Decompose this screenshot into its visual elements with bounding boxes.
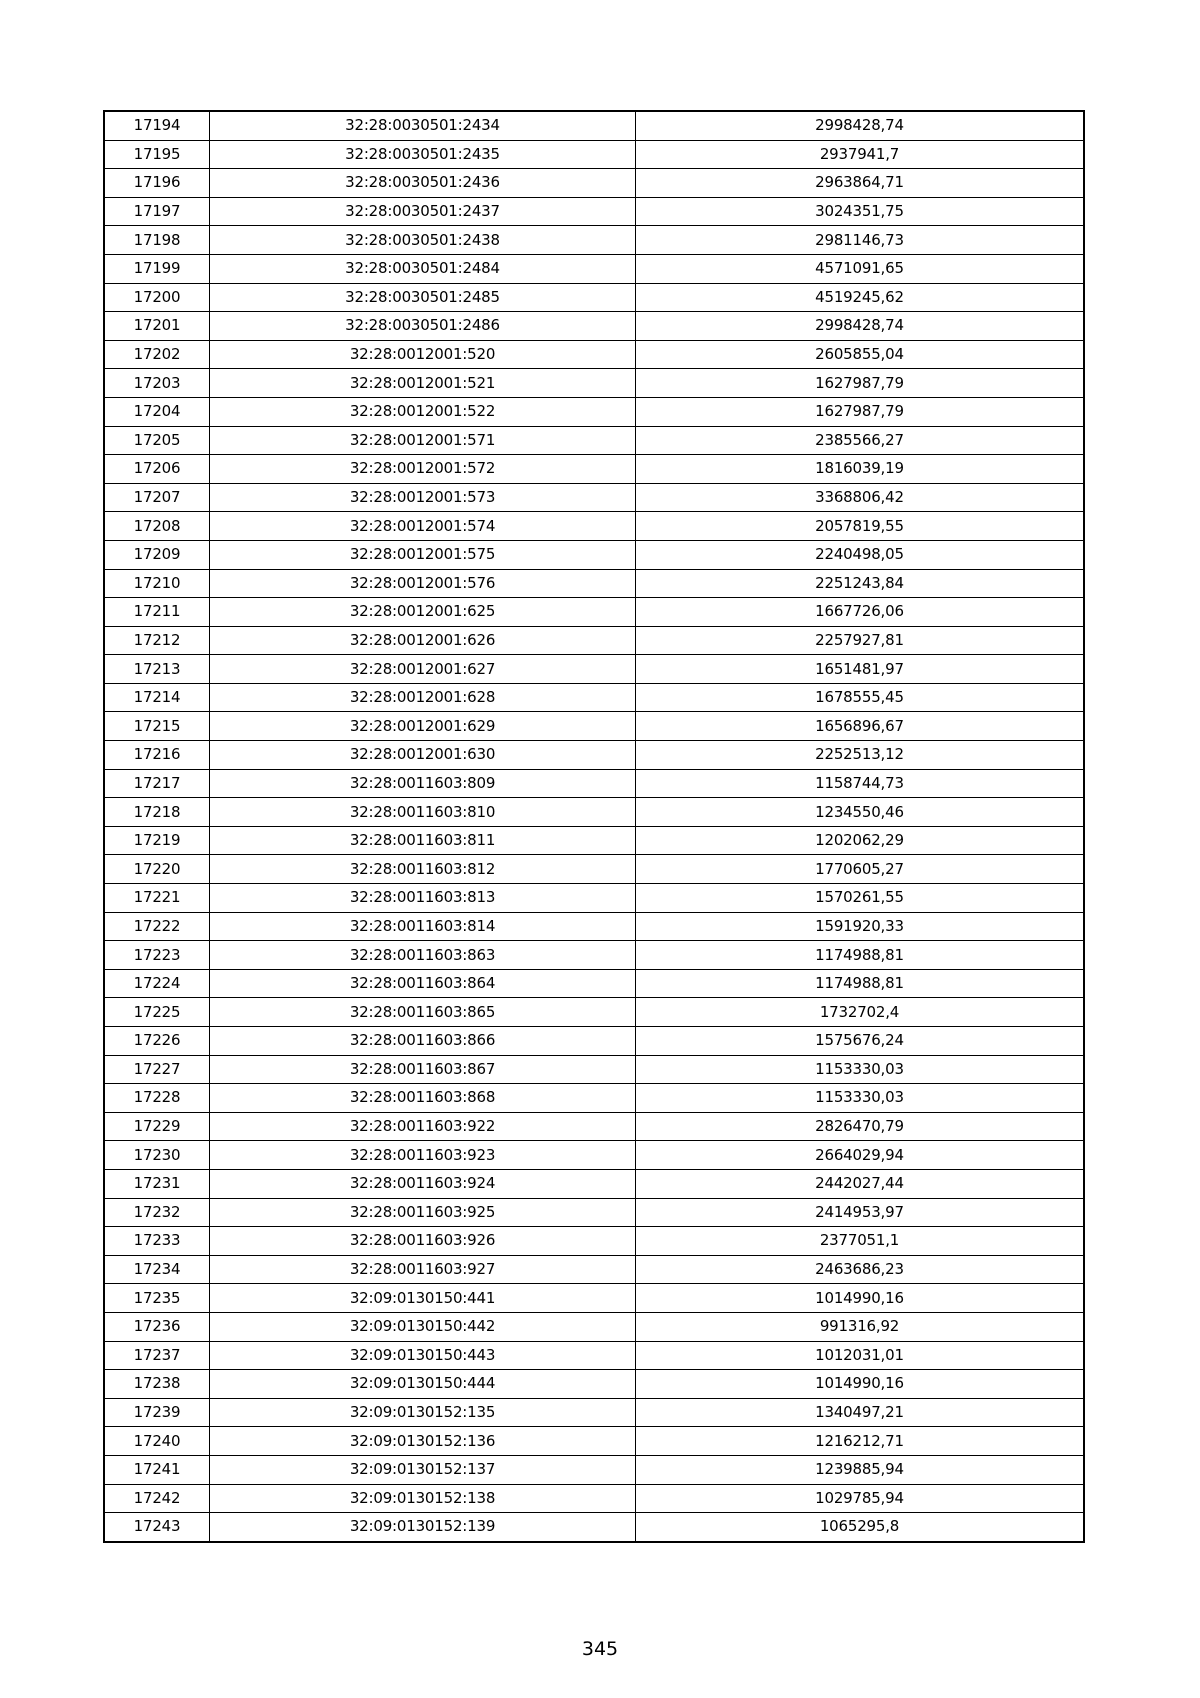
value-cell: 1627987,79 — [636, 397, 1085, 426]
cadastral-number-cell: 32:28:0012001:627 — [210, 655, 636, 684]
cadastral-number-cell: 32:09:0130150:443 — [210, 1341, 636, 1370]
row-number-cell: 17231 — [104, 1169, 210, 1198]
row-number-cell: 17216 — [104, 741, 210, 770]
cadastral-number-cell: 32:28:0011603:812 — [210, 855, 636, 884]
row-number-cell: 17221 — [104, 884, 210, 913]
table-row — [104, 197, 1084, 226]
value-cell: 2252513,12 — [636, 741, 1085, 770]
value-cell: 1732702,4 — [636, 998, 1085, 1027]
cadastral-number-cell: 32:28:0030501:2435 — [210, 140, 636, 169]
row-number-cell: 17199 — [104, 254, 210, 283]
row-number-cell: 17206 — [104, 455, 210, 484]
cadastral-number-cell: 32:09:0130152:135 — [210, 1398, 636, 1427]
row-number-cell: 17241 — [104, 1455, 210, 1484]
table-row — [104, 1027, 1084, 1056]
value-cell: 2937941,7 — [636, 140, 1085, 169]
table-row — [104, 540, 1084, 569]
value-cell: 2463686,23 — [636, 1255, 1085, 1284]
table-row — [104, 1398, 1084, 1427]
value-cell: 2377051,1 — [636, 1227, 1085, 1256]
cadastral-number-cell: 32:28:0012001:573 — [210, 483, 636, 512]
cadastral-number-cell: 32:28:0012001:521 — [210, 369, 636, 398]
cadastral-value-table — [103, 110, 1085, 1543]
value-cell: 2251243,84 — [636, 569, 1085, 598]
value-cell: 1656896,67 — [636, 712, 1085, 741]
table-row — [104, 1370, 1084, 1399]
cadastral-number-cell: 32:28:0012001:628 — [210, 683, 636, 712]
table-body — [104, 111, 1084, 1542]
row-number-cell: 17194 — [104, 111, 210, 140]
table-row — [104, 1112, 1084, 1141]
row-number-cell: 17208 — [104, 512, 210, 541]
row-number-cell: 17224 — [104, 969, 210, 998]
value-cell: 2664029,94 — [636, 1141, 1085, 1170]
row-number-cell: 17237 — [104, 1341, 210, 1370]
table-row — [104, 169, 1084, 198]
row-number-cell: 17212 — [104, 626, 210, 655]
table-row — [104, 1312, 1084, 1341]
row-number-cell: 17239 — [104, 1398, 210, 1427]
table-row — [104, 683, 1084, 712]
table-row — [104, 1141, 1084, 1170]
table-row — [104, 369, 1084, 398]
table-row — [104, 826, 1084, 855]
table-row — [104, 569, 1084, 598]
value-cell: 1570261,55 — [636, 884, 1085, 913]
value-cell: 2240498,05 — [636, 540, 1085, 569]
value-cell: 1014990,16 — [636, 1284, 1085, 1313]
cadastral-number-cell: 32:28:0030501:2438 — [210, 226, 636, 255]
cadastral-number-cell: 32:28:0012001:625 — [210, 598, 636, 627]
cadastral-number-cell: 32:28:0011603:867 — [210, 1055, 636, 1084]
table-row — [104, 340, 1084, 369]
row-number-cell: 17196 — [104, 169, 210, 198]
table-row — [104, 254, 1084, 283]
row-number-cell: 17228 — [104, 1084, 210, 1113]
table-row — [104, 512, 1084, 541]
table-row — [104, 1284, 1084, 1313]
table-row — [104, 912, 1084, 941]
table-row — [104, 598, 1084, 627]
row-number-cell: 17214 — [104, 683, 210, 712]
row-number-cell: 17205 — [104, 426, 210, 455]
table-row — [104, 483, 1084, 512]
page-number: 345 — [581, 1638, 619, 1660]
row-number-cell: 17195 — [104, 140, 210, 169]
cadastral-number-cell: 32:28:0030501:2485 — [210, 283, 636, 312]
value-cell: 1174988,81 — [636, 969, 1085, 998]
cadastral-number-cell: 32:28:0011603:926 — [210, 1227, 636, 1256]
table-row — [104, 655, 1084, 684]
row-number-cell: 17243 — [104, 1513, 210, 1542]
table-row — [104, 1169, 1084, 1198]
table-row — [104, 455, 1084, 484]
cadastral-number-cell: 32:28:0011603:811 — [210, 826, 636, 855]
row-number-cell: 17232 — [104, 1198, 210, 1227]
value-cell: 2981146,73 — [636, 226, 1085, 255]
row-number-cell: 17200 — [104, 283, 210, 312]
value-cell: 1591920,33 — [636, 912, 1085, 941]
row-number-cell: 17220 — [104, 855, 210, 884]
row-number-cell: 17223 — [104, 941, 210, 970]
table-row — [104, 855, 1084, 884]
cadastral-number-cell: 32:28:0012001:630 — [210, 741, 636, 770]
table-row — [104, 1055, 1084, 1084]
value-cell: 1575676,24 — [636, 1027, 1085, 1056]
table-row — [104, 1084, 1084, 1113]
value-cell: 2442027,44 — [636, 1169, 1085, 1198]
cadastral-number-cell: 32:28:0012001:520 — [210, 340, 636, 369]
value-cell: 2385566,27 — [636, 426, 1085, 455]
cadastral-number-cell: 32:28:0011603:925 — [210, 1198, 636, 1227]
table-row — [104, 1255, 1084, 1284]
value-cell: 2826470,79 — [636, 1112, 1085, 1141]
row-number-cell: 17209 — [104, 540, 210, 569]
table-row — [104, 426, 1084, 455]
cadastral-number-cell: 32:09:0130152:138 — [210, 1484, 636, 1513]
cadastral-number-cell: 32:28:0011603:864 — [210, 969, 636, 998]
value-cell: 1651481,97 — [636, 655, 1085, 684]
value-cell: 1816039,19 — [636, 455, 1085, 484]
row-number-cell: 17238 — [104, 1370, 210, 1399]
value-cell: 2057819,55 — [636, 512, 1085, 541]
table-row — [104, 1484, 1084, 1513]
value-cell: 1065295,8 — [636, 1513, 1085, 1542]
row-number-cell: 17210 — [104, 569, 210, 598]
row-number-cell: 17235 — [104, 1284, 210, 1313]
cadastral-number-cell: 32:28:0012001:575 — [210, 540, 636, 569]
cadastral-number-cell: 32:28:0011603:810 — [210, 798, 636, 827]
value-cell: 4571091,65 — [636, 254, 1085, 283]
value-cell: 4519245,62 — [636, 283, 1085, 312]
table-row — [104, 941, 1084, 970]
cadastral-number-cell: 32:28:0011603:809 — [210, 769, 636, 798]
table-row — [104, 969, 1084, 998]
row-number-cell: 17234 — [104, 1255, 210, 1284]
value-cell: 1029785,94 — [636, 1484, 1085, 1513]
row-number-cell: 17203 — [104, 369, 210, 398]
table-row — [104, 1198, 1084, 1227]
cadastral-number-cell: 32:28:0011603:866 — [210, 1027, 636, 1056]
table-row — [104, 998, 1084, 1027]
value-cell: 991316,92 — [636, 1312, 1085, 1341]
cadastral-number-cell: 32:28:0030501:2434 — [210, 111, 636, 140]
value-cell: 1770605,27 — [636, 855, 1085, 884]
cadastral-number-cell: 32:28:0012001:626 — [210, 626, 636, 655]
row-number-cell: 17218 — [104, 798, 210, 827]
table-row — [104, 769, 1084, 798]
value-cell: 1153330,03 — [636, 1084, 1085, 1113]
row-number-cell: 17215 — [104, 712, 210, 741]
value-cell: 1014990,16 — [636, 1370, 1085, 1399]
value-cell: 1202062,29 — [636, 826, 1085, 855]
row-number-cell: 17197 — [104, 197, 210, 226]
value-cell: 1678555,45 — [636, 683, 1085, 712]
cadastral-number-cell: 32:28:0011603:814 — [210, 912, 636, 941]
cadastral-number-cell: 32:28:0012001:576 — [210, 569, 636, 598]
table-row — [104, 1513, 1084, 1542]
cadastral-number-cell: 32:28:0030501:2484 — [210, 254, 636, 283]
value-cell: 1216212,71 — [636, 1427, 1085, 1456]
table-row — [104, 283, 1084, 312]
row-number-cell: 17219 — [104, 826, 210, 855]
row-number-cell: 17229 — [104, 1112, 210, 1141]
cadastral-number-cell: 32:28:0011603:922 — [210, 1112, 636, 1141]
table-row — [104, 798, 1084, 827]
table-row — [104, 312, 1084, 341]
row-number-cell: 17198 — [104, 226, 210, 255]
cadastral-number-cell: 32:28:0012001:522 — [210, 397, 636, 426]
cadastral-number-cell: 32:28:0011603:868 — [210, 1084, 636, 1113]
table-row — [104, 1341, 1084, 1370]
value-cell: 3024351,75 — [636, 197, 1085, 226]
row-number-cell: 17213 — [104, 655, 210, 684]
value-cell: 2605855,04 — [636, 340, 1085, 369]
table-row — [104, 712, 1084, 741]
table-row — [104, 226, 1084, 255]
table-row — [104, 1227, 1084, 1256]
cadastral-number-cell: 32:28:0030501:2436 — [210, 169, 636, 198]
table-row — [104, 111, 1084, 140]
value-cell: 1012031,01 — [636, 1341, 1085, 1370]
cadastral-number-cell: 32:09:0130150:441 — [210, 1284, 636, 1313]
value-cell: 1153330,03 — [636, 1055, 1085, 1084]
value-cell: 1174988,81 — [636, 941, 1085, 970]
value-cell: 1158744,73 — [636, 769, 1085, 798]
table-row — [104, 140, 1084, 169]
value-cell: 2963864,71 — [636, 169, 1085, 198]
row-number-cell: 17201 — [104, 312, 210, 341]
value-cell: 1239885,94 — [636, 1455, 1085, 1484]
cadastral-number-cell: 32:28:0011603:924 — [210, 1169, 636, 1198]
cadastral-number-cell: 32:28:0012001:574 — [210, 512, 636, 541]
row-number-cell: 17211 — [104, 598, 210, 627]
table-row — [104, 397, 1084, 426]
row-number-cell: 17230 — [104, 1141, 210, 1170]
row-number-cell: 17226 — [104, 1027, 210, 1056]
row-number-cell: 17236 — [104, 1312, 210, 1341]
cadastral-number-cell: 32:28:0011603:813 — [210, 884, 636, 913]
cadastral-number-cell: 32:28:0030501:2437 — [210, 197, 636, 226]
table-row — [104, 626, 1084, 655]
value-cell: 1627987,79 — [636, 369, 1085, 398]
cadastral-number-cell: 32:28:0012001:571 — [210, 426, 636, 455]
table-row — [104, 1455, 1084, 1484]
cadastral-number-cell: 32:28:0012001:572 — [210, 455, 636, 484]
table-row — [104, 1427, 1084, 1456]
cadastral-number-cell: 32:09:0130152:136 — [210, 1427, 636, 1456]
table-row — [104, 884, 1084, 913]
cadastral-number-cell: 32:09:0130152:137 — [210, 1455, 636, 1484]
row-number-cell: 17222 — [104, 912, 210, 941]
value-cell: 1340497,21 — [636, 1398, 1085, 1427]
value-cell: 2998428,74 — [636, 312, 1085, 341]
value-cell: 2257927,81 — [636, 626, 1085, 655]
value-cell: 2998428,74 — [636, 111, 1085, 140]
row-number-cell: 17225 — [104, 998, 210, 1027]
cadastral-number-cell: 32:28:0030501:2486 — [210, 312, 636, 341]
cadastral-number-cell: 32:28:0011603:863 — [210, 941, 636, 970]
cadastral-number-cell: 32:28:0011603:927 — [210, 1255, 636, 1284]
cadastral-number-cell: 32:28:0011603:923 — [210, 1141, 636, 1170]
row-number-cell: 17202 — [104, 340, 210, 369]
row-number-cell: 17233 — [104, 1227, 210, 1256]
value-cell: 2414953,97 — [636, 1198, 1085, 1227]
cadastral-number-cell: 32:28:0011603:865 — [210, 998, 636, 1027]
row-number-cell: 17207 — [104, 483, 210, 512]
cadastral-number-cell: 32:09:0130152:139 — [210, 1513, 636, 1542]
value-cell: 3368806,42 — [636, 483, 1085, 512]
row-number-cell: 17227 — [104, 1055, 210, 1084]
value-cell: 1667726,06 — [636, 598, 1085, 627]
cadastral-number-cell: 32:09:0130150:442 — [210, 1312, 636, 1341]
row-number-cell: 17242 — [104, 1484, 210, 1513]
table-row — [104, 741, 1084, 770]
cadastral-number-cell: 32:09:0130150:444 — [210, 1370, 636, 1399]
row-number-cell: 17217 — [104, 769, 210, 798]
cadastral-number-cell: 32:28:0012001:629 — [210, 712, 636, 741]
row-number-cell: 17204 — [104, 397, 210, 426]
row-number-cell: 17240 — [104, 1427, 210, 1456]
value-cell: 1234550,46 — [636, 798, 1085, 827]
